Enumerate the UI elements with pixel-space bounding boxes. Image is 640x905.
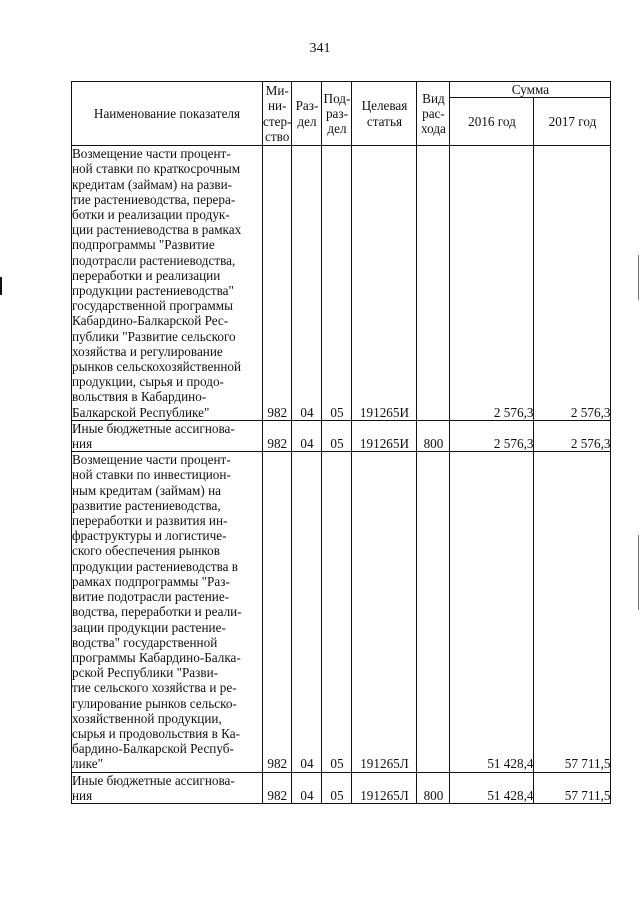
section-cell: 04	[292, 772, 322, 803]
subsection-cell: 05	[322, 772, 352, 803]
header-year-2017: 2017 год	[534, 98, 611, 146]
scan-edge-mark-right	[638, 255, 639, 300]
header-year-2016: 2016 год	[450, 98, 534, 146]
indicator-name-cell: Иные бюджетные ассигнова- ния	[72, 772, 263, 803]
sum-2017-cell: 2 576,3	[534, 420, 611, 451]
subsection-cell: 05	[322, 420, 352, 451]
table-row	[72, 452, 611, 772]
expense-type-cell: 800	[417, 420, 450, 451]
sum-2017-cell: 57 711,5	[534, 452, 611, 772]
sum-2016-cell: 2 576,3	[450, 420, 534, 451]
header-section: Раз- дел	[292, 82, 322, 146]
target-article-cell: 191265И	[352, 420, 417, 451]
header-row	[72, 82, 611, 98]
scan-edge-mark	[0, 277, 2, 295]
table-row	[72, 772, 611, 803]
expense-type-cell	[417, 452, 450, 772]
budget-table	[71, 81, 611, 804]
sum-2017-cell: 2 576,3	[534, 146, 611, 421]
sum-2016-cell: 51 428,4	[450, 452, 534, 772]
header-indicator-name: Наименование показателя	[72, 82, 263, 146]
ministry-cell: 982	[263, 146, 292, 421]
ministry-cell: 982	[263, 452, 292, 772]
indicator-name-cell: Возмещение части процент- ной ставки по инвестицион- ным кредитам (займам) на развитие растениеводства, переработки и развития ин- фраструктуры и логистиче- ского обеспечения рынков продукции растениеводства в рамках подпрограммы "Раз- витие подотрасли растение- водства, переработки и реали- зации продукции растение- водства" государственной программы Кабардино-Балка- рской Республики "Разви- тие сельского хозяйства и ре- гулирование рынков сельско- хозяйственной продукции, сырья и продовольствия в Ка- бардино-Балкарской Респуб- лике"	[72, 452, 263, 772]
sum-2016-cell: 2 576,3	[450, 146, 534, 421]
target-article-cell: 191265Л	[352, 772, 417, 803]
section-cell: 04	[292, 146, 322, 421]
target-article-cell: 191265Л	[352, 452, 417, 772]
section-cell: 04	[292, 452, 322, 772]
expense-type-cell	[417, 146, 450, 421]
ministry-cell: 982	[263, 772, 292, 803]
table-row	[72, 146, 611, 421]
header-target-article: Целевая статья	[352, 82, 417, 146]
header-ministry: Ми- ни- стер- ство	[263, 83, 292, 144]
target-article-cell: 191265И	[352, 146, 417, 421]
subsection-cell: 05	[322, 146, 352, 421]
header-subsection: Под- раз- дел	[322, 82, 352, 146]
indicator-name-cell: Иные бюджетные ассигнова- ния	[72, 420, 263, 451]
indicator-name-cell: Возмещение части процент- ной ставки по краткосрочным кредитам (займам) на разви- тие растениеводства, перера- ботки и реализации продук- ции растениеводства в рамках подпрограммы "Развитие подотрасли растениеводства, переработки и реализации продукции растениеводства" государственной программы Кабардино-Балкарской Рес- публики "Развитие сельского хозяйства и регулирование рынков сельскохозяйственной продукции, сырья и продо- вольствия в Кабардино- Балкарской Республике"	[72, 146, 263, 421]
page-number: 341	[309, 41, 331, 56]
section-cell: 04	[292, 420, 322, 451]
subsection-cell: 05	[322, 452, 352, 772]
header-expense-type: Вид рас- хода	[417, 82, 450, 146]
expense-type-cell: 800	[417, 772, 450, 803]
ministry-cell: 982	[263, 420, 292, 451]
header-sum: Сумма	[450, 82, 611, 98]
scan-edge-mark-right	[638, 535, 639, 610]
table-row	[72, 420, 611, 451]
sum-2016-cell: 51 428,4	[450, 772, 534, 803]
sum-2017-cell: 57 711,5	[534, 772, 611, 803]
